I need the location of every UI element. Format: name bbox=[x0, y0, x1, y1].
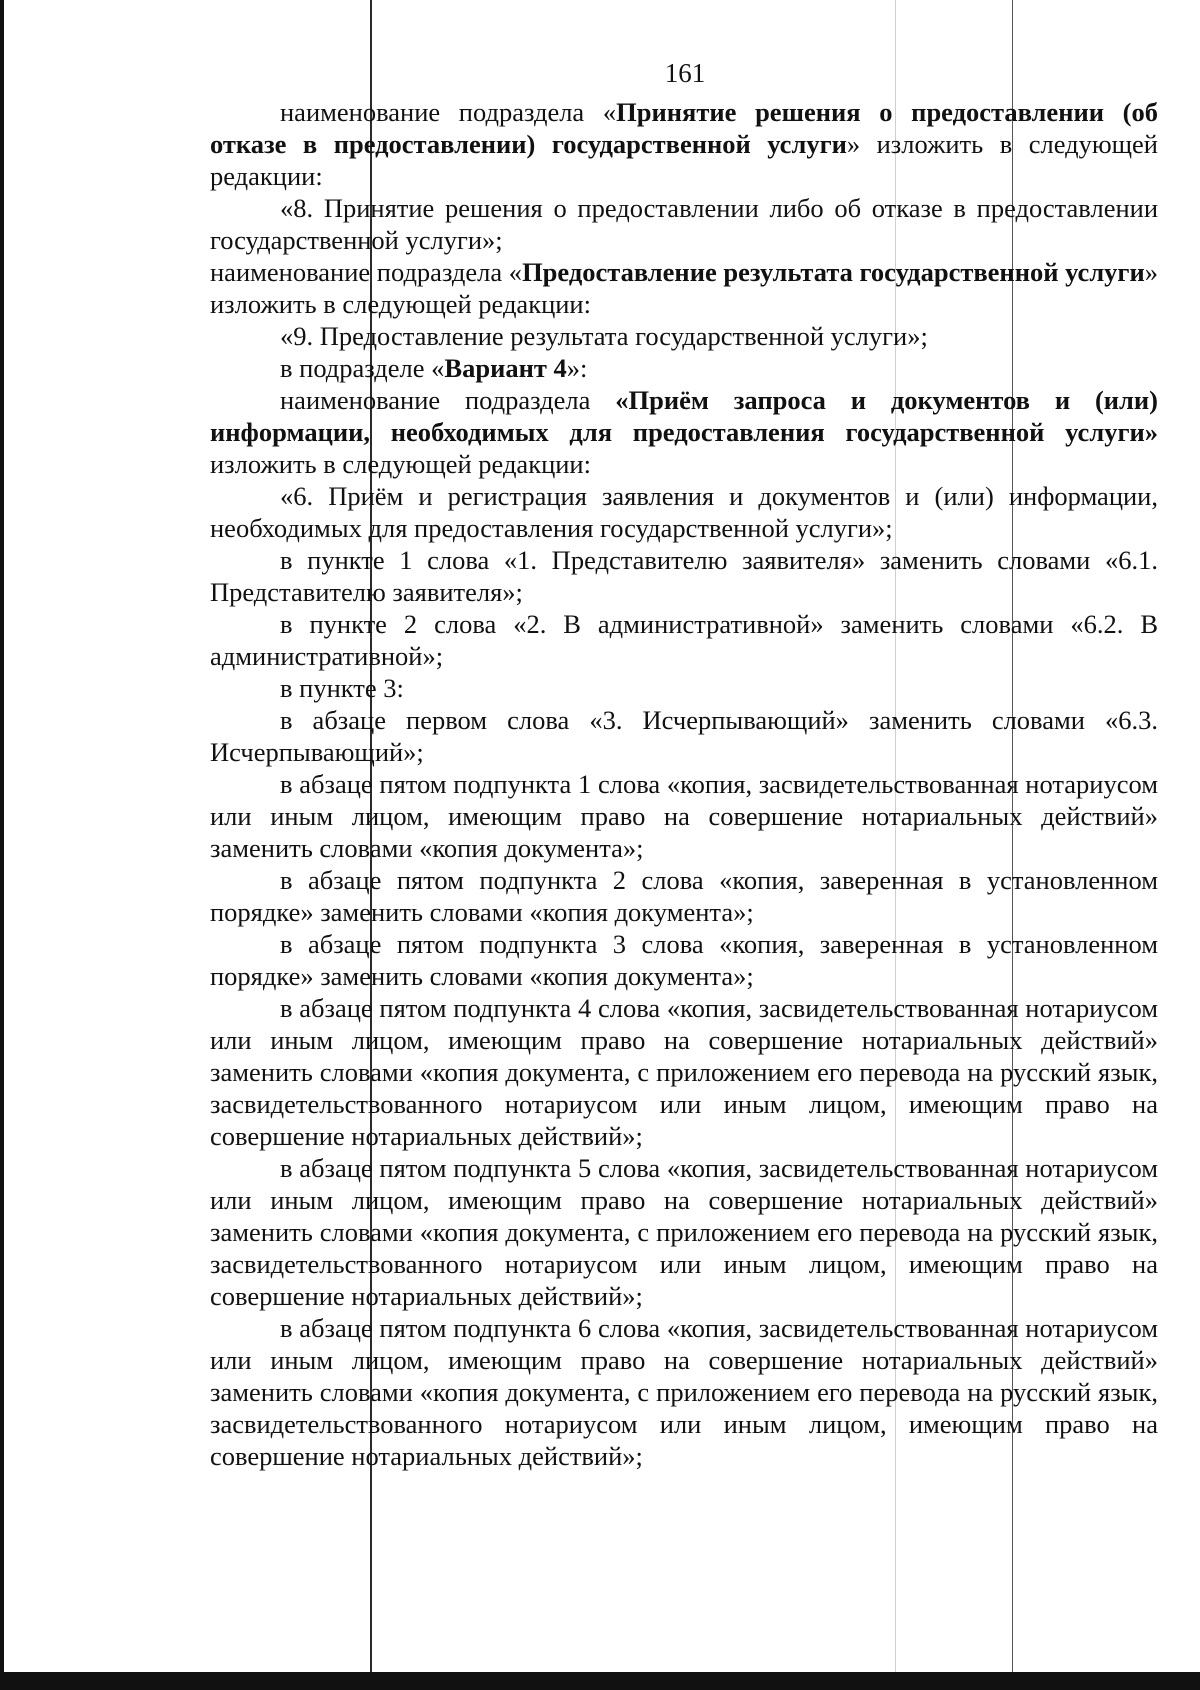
paragraph bbox=[210, 384, 1158, 480]
text-segment: в абзаце пятом подпункта 2 слова «копия, заверенная в установленном порядке» заменить словами «копия документа»; bbox=[210, 865, 1158, 927]
bold-text: Предоставление результата государственной услуги bbox=[522, 257, 1145, 287]
page-number: 161 bbox=[664, 58, 706, 88]
paragraph bbox=[210, 992, 1158, 1152]
text-segment: в абзаце пятом подпункта 5 слова «копия, засвидетельствованная нотариусом или иным лицом, имеющим право на совершение нотариальных действий» заменить словами «копия документа, с приложением его перевода на русский язык, засвидетельствованного нотариусом или иным лицом, имеющим право на совершение нотариальных действий»; bbox=[210, 1153, 1158, 1311]
text-segment: в абзаце пятом подпункта 1 слова «копия, засвидетельствованная нотариусом или иным лицом, имеющим право на совершение нотариальных действий» заменить словами «копия документа»; bbox=[210, 769, 1158, 863]
text-segment: в пункте 2 слова «2. В административной» заменить словами «6.2. В административной»; bbox=[210, 609, 1158, 671]
text-segment: в абзаце первом слова «3. Исчерпывающий» заменить словами «6.3. Исчерпывающий»; bbox=[210, 705, 1158, 767]
paragraph bbox=[210, 928, 1158, 992]
paragraph bbox=[210, 192, 1158, 256]
text-segment: в абзаце пятом подпункта 6 слова «копия, засвидетельствованная нотариусом или иным лицом, имеющим право на совершение нотариальных действий» заменить словами «копия документа, с приложением его перевода на русский язык, засвидетельствованного нотариусом или иным лицом, имеющим право на совершение нотариальных действий»; bbox=[210, 1313, 1158, 1471]
scan-edge-bottom bbox=[0, 1672, 1200, 1690]
text-segment: в пункте 3: bbox=[280, 673, 404, 703]
paragraph bbox=[210, 672, 1158, 704]
paragraph bbox=[210, 320, 1158, 352]
text-segment: наименование подраздела « bbox=[280, 97, 617, 127]
bold-text: Принятие решения о предоставлении (об отказе в предоставлении) государственной услуги bbox=[210, 97, 1158, 159]
text-segment: изложить в следующей редакции: bbox=[210, 449, 591, 479]
paragraph bbox=[210, 256, 1158, 320]
paragraph bbox=[210, 352, 1158, 384]
paragraph bbox=[210, 544, 1158, 608]
paragraph bbox=[210, 1152, 1158, 1312]
text-segment: наименование подраздела bbox=[280, 385, 616, 415]
text-segment: «8. Принятие решения о предоставлении либо об отказе в предоставлении государственной услуги»; bbox=[210, 193, 1158, 255]
text-segment: » изложить в следующей редакции: bbox=[210, 129, 1158, 191]
text-segment: «9. Предоставление результата государственной услуги»; bbox=[280, 321, 928, 351]
paragraph bbox=[210, 96, 1158, 192]
bold-text: «Приём запроса и документов и (или) информации, необходимых для предоставления государственной услуги» bbox=[210, 385, 1159, 447]
text-segment: в абзаце пятом подпункта 3 слова «копия, заверенная в установленном порядке» заменить словами «копия документа»; bbox=[210, 929, 1158, 991]
paragraph bbox=[210, 480, 1158, 544]
scan-edge-left bbox=[0, 0, 4, 1690]
text-segment: в абзаце пятом подпункта 4 слова «копия, засвидетельствованная нотариусом или иным лицом, имеющим право на совершение нотариальных действий» заменить словами «копия документа, с приложением его перевода на русский язык, засвидетельствованного нотариусом или иным лицом, имеющим право на совершение нотариальных действий»; bbox=[210, 993, 1158, 1151]
text-segment: в пункте 1 слова «1. Представителю заявителя» заменить словами «6.1. Представителю заявителя»; bbox=[210, 545, 1158, 607]
paragraph bbox=[210, 704, 1158, 768]
text-segment: наименование подраздела « bbox=[210, 257, 523, 287]
paragraph bbox=[210, 608, 1158, 672]
text-segment: » изложить в следующей редакции: bbox=[210, 257, 1158, 319]
paragraph bbox=[210, 768, 1158, 864]
paragraph bbox=[210, 864, 1158, 928]
text-segment: «6. Приём и регистрация заявления и документов и (или) информации, необходимых для предоставления государственной услуги»; bbox=[210, 481, 1158, 543]
bold-text: Вариант 4 bbox=[444, 353, 567, 383]
text-segment: »: bbox=[566, 353, 588, 383]
text-segment: в подразделе « bbox=[280, 353, 445, 383]
document-body bbox=[210, 96, 1158, 1472]
paragraph bbox=[210, 1312, 1158, 1472]
